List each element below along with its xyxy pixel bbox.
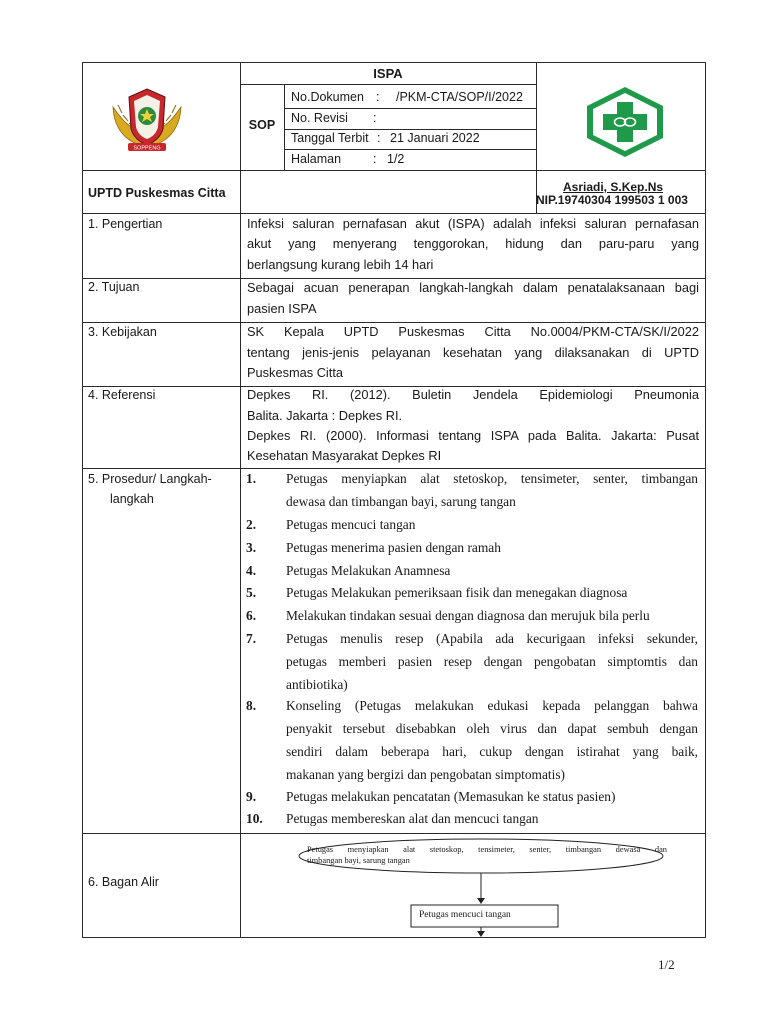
revision-label: No. Revisi [291, 111, 348, 125]
step-line: sendiri dalam beberapa hari, cukup dengan istirahat yang baik, [286, 744, 698, 759]
step-line: petugas memberi pasien resep dengan pengobatan simptomtis dan [286, 654, 698, 669]
flow-box-text: Petugas mencuci tangan [419, 910, 511, 920]
step-line: Petugas menyiapkan alat stetoskop, tensimeter, senter, timbangan [286, 471, 698, 486]
step-line: Petugas menerima pasien dengan ramah [286, 540, 501, 555]
step-line: Petugas menulis resep (Apabila ada kecurigaan infeksi sekunder, [286, 631, 698, 646]
flow-oval-line: timbangan bayi, sarung tangan [307, 855, 410, 865]
text-line: Depkes RI. (2012). Buletin Jendela Epidemiologi Pneumonia [247, 387, 699, 402]
step-line: Petugas membereskan alat dan mencuci tangan [286, 811, 539, 826]
flow-oval-line: Petugas menyiapkan alat stetoskop, tensimeter, senter, timbangan dewasa dan [307, 845, 667, 854]
flowchart [241, 834, 705, 937]
step-number: 9. [246, 789, 257, 804]
text-line: SK Kepala UPTD Puskesmas Citta No.0004/PKM-CTA/SK/I/2022 [247, 324, 699, 339]
text-line: Depkes RI. (2000). Informasi tentang ISPA pada Balita. Jakarta: Pusat [247, 428, 699, 443]
step-number: 1. [246, 471, 257, 486]
step-number: 5. [246, 585, 257, 600]
step-line: Petugas melakukan pencatatan (Memasukan ke status pasien) [286, 789, 616, 804]
step-number: 4. [246, 563, 257, 578]
step-line: makanan yang bergizi dan pengobatan simptomatis) [286, 767, 566, 782]
unit-name: UPTD Puskesmas Citta [88, 186, 226, 200]
page-label: Halaman [291, 152, 342, 166]
step-line: Melakukan tindakan sesuai dengan diagnosa dan merujuk bila perlu [286, 608, 650, 623]
emblem-caption: SOPPENG [133, 145, 161, 152]
document-title: ISPA [373, 66, 403, 81]
step-number: 2. [246, 517, 257, 532]
step-line: dewasa dan timbangan bayi, sarung tangan [286, 494, 516, 509]
section-label-referensi: 4. Referensi [88, 388, 156, 402]
section-label-pengertian: 1. Pengertian [88, 217, 163, 231]
issue-date-label: Tanggal Terbit [291, 131, 369, 145]
label-line: langkah [110, 492, 154, 506]
sop-label: SOP [248, 118, 276, 132]
text-line: Kesehatan Masyarakat Depkes RI [247, 448, 442, 463]
text-line: pasien ISPA [247, 301, 317, 316]
step-line: Petugas Melakukan Anamnesa [286, 563, 451, 578]
section-label-bagan-alir: 6. Bagan Alir [88, 875, 159, 889]
text-line: Infeksi saluran pernafasan akut (ISPA) adalah infeksi saluran pernafasan [247, 216, 699, 231]
step-line: Konseling (Petugas melakukan edukasi kepada pelanggan bahwa [286, 698, 698, 713]
signer-nip: NIP.19740304 199503 1 003 [536, 193, 688, 207]
issue-date-value: 21 Januari 2022 [390, 131, 480, 145]
step-number: 8. [246, 698, 257, 713]
puskesmas-logo-icon [583, 85, 667, 159]
step-number: 10. [246, 811, 263, 826]
step-number: 6. [246, 608, 257, 623]
step-line: Petugas Melakukan pemeriksaan fisik dan menegakan diagnosa [286, 585, 628, 600]
page-number: 1/2 [658, 957, 675, 972]
step-line: Petugas mencuci tangan [286, 517, 416, 532]
step-line: penyakit tersebut disebabkan oleh virus dan dapat sembuh dengan [286, 721, 698, 736]
flow-oval-text [307, 845, 667, 866]
text-line: berlangsung kurang lebih 14 hari [247, 257, 434, 272]
doc-number-label: No.Dokumen [291, 90, 364, 104]
text-line: Puskesmas Citta [247, 365, 344, 380]
label-line: 5. Prosedur/ Langkah- [88, 472, 212, 486]
signer-name: Asriadi, S.Kep.Ns [563, 180, 664, 194]
step-number: 3. [246, 540, 257, 555]
page-value: 1/2 [387, 152, 405, 166]
section-label-kebijakan: 3. Kebijakan [88, 325, 157, 339]
text-line: tentang jenis-jenis pelayanan kesehatan yang dilaksanakan di UPTD [247, 345, 699, 360]
right-logo [583, 85, 667, 159]
step-number: 7. [246, 631, 257, 646]
text-line: Sebagai acuan penerapan langkah-langkah dalam penatalaksanaan bagi [247, 280, 699, 295]
issue-date-sep: : [377, 131, 381, 145]
section-label-tujuan: 2. Tujuan [88, 280, 140, 294]
text-line: akut yang menyerang tenggorokan, hidung dan paru-paru yang [247, 236, 699, 251]
doc-number-value: /PKM-CTA/SOP/I/2022 [396, 90, 523, 104]
revision-sep: : [373, 111, 377, 125]
page-sep: : [373, 152, 377, 166]
text-line: Balita. Jakarta : Depkes RI. [247, 408, 403, 423]
left-logo [104, 85, 190, 161]
regency-emblem-icon [104, 85, 190, 161]
step-line: antibiotika) [286, 677, 348, 692]
doc-number-sep: : [376, 90, 380, 104]
